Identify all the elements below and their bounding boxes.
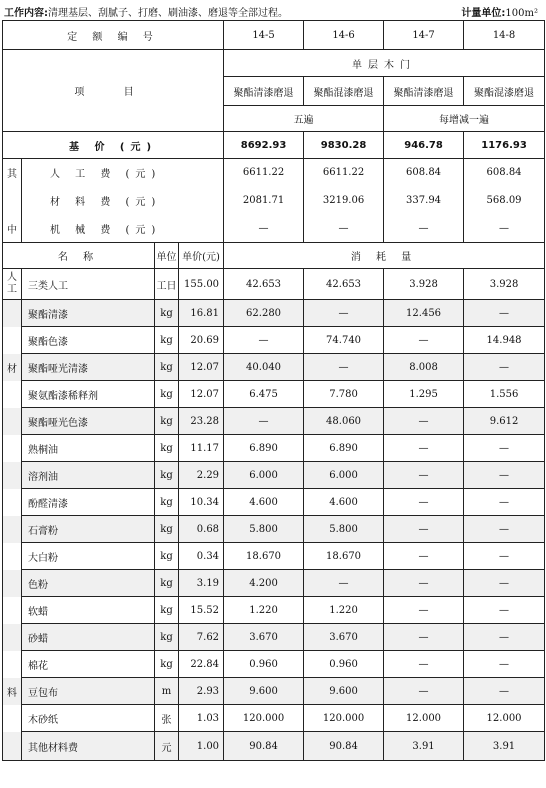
pass-each: 每增减一遍 bbox=[384, 106, 545, 132]
material-value: 74.740 bbox=[304, 327, 384, 354]
material-name: 其他材料费 bbox=[22, 732, 155, 761]
material-name: 熟桐油 bbox=[22, 435, 155, 462]
material-value: — bbox=[384, 408, 464, 435]
material-row bbox=[3, 651, 545, 678]
material-value: 0.960 bbox=[224, 651, 304, 678]
material-name: 大白粉 bbox=[22, 543, 155, 570]
door-type-row bbox=[3, 50, 545, 77]
material-unit: kg bbox=[155, 408, 179, 435]
cost-group-bottom: 中 bbox=[3, 215, 22, 243]
material-group-spacer bbox=[3, 597, 22, 624]
material-value: 3.670 bbox=[304, 624, 384, 651]
code-cell: 14-7 bbox=[384, 21, 464, 50]
material-value: — bbox=[384, 462, 464, 489]
material-group-spacer bbox=[3, 624, 22, 651]
material-group-spacer bbox=[3, 327, 22, 354]
material-price: 15.52 bbox=[179, 597, 224, 624]
material-row bbox=[3, 435, 545, 462]
material-price: 23.28 bbox=[179, 408, 224, 435]
quota-table bbox=[2, 20, 545, 761]
material-price: 22.84 bbox=[179, 651, 224, 678]
material-name: 聚氨酯漆稀释剂 bbox=[22, 381, 155, 408]
material-row bbox=[3, 327, 545, 354]
material-value: — bbox=[464, 597, 545, 624]
item-name: 聚酯清漆磨退 bbox=[384, 77, 464, 106]
material-value: — bbox=[464, 651, 545, 678]
item-name: 聚酯混漆磨退 bbox=[304, 77, 384, 106]
material-group-spacer bbox=[3, 705, 22, 732]
material-group-spacer bbox=[3, 732, 22, 761]
base-price-cell: 9830.28 bbox=[304, 132, 384, 159]
quota-no-label: 定 额 编 号 bbox=[3, 21, 224, 50]
material-unit: kg bbox=[155, 651, 179, 678]
material-value: 18.670 bbox=[224, 543, 304, 570]
material-name: 聚酯清漆 bbox=[22, 300, 155, 327]
material-group-spacer bbox=[3, 408, 22, 435]
cost-value: — bbox=[304, 215, 384, 243]
material-row bbox=[3, 624, 545, 651]
material-value: 7.780 bbox=[304, 381, 384, 408]
labor-row bbox=[3, 269, 545, 300]
material-value: 8.008 bbox=[384, 354, 464, 381]
material-price: 12.07 bbox=[179, 354, 224, 381]
material-price: 1.03 bbox=[179, 705, 224, 732]
material-name: 豆包布 bbox=[22, 678, 155, 705]
cost-value: 568.09 bbox=[464, 187, 545, 215]
material-price: 3.19 bbox=[179, 570, 224, 597]
cost-label: 材 料 费 (元) bbox=[22, 187, 224, 215]
material-group-top: 材 bbox=[3, 354, 22, 381]
material-name: 聚酯哑光色漆 bbox=[22, 408, 155, 435]
labor-value: 42.653 bbox=[224, 269, 304, 300]
material-value: 120.000 bbox=[304, 705, 384, 732]
material-row bbox=[3, 732, 545, 761]
material-unit: kg bbox=[155, 381, 179, 408]
material-unit: kg bbox=[155, 543, 179, 570]
material-name: 棉花 bbox=[22, 651, 155, 678]
material-value: — bbox=[384, 327, 464, 354]
material-value: 90.84 bbox=[224, 732, 304, 761]
material-value: 4.600 bbox=[304, 489, 384, 516]
material-row bbox=[3, 408, 545, 435]
material-price: 2.93 bbox=[179, 678, 224, 705]
material-unit: kg bbox=[155, 624, 179, 651]
cost-value: 2081.71 bbox=[224, 187, 304, 215]
base-price-cell: 8692.93 bbox=[224, 132, 304, 159]
material-value: 3.91 bbox=[384, 732, 464, 761]
material-price: 12.07 bbox=[179, 381, 224, 408]
material-price: 10.34 bbox=[179, 489, 224, 516]
material-group-spacer bbox=[3, 516, 22, 543]
material-name: 石膏粉 bbox=[22, 516, 155, 543]
material-value: — bbox=[464, 678, 545, 705]
material-value: 6.000 bbox=[224, 462, 304, 489]
labor-price: 155.00 bbox=[179, 269, 224, 300]
col-unit-header: 单位 bbox=[155, 243, 179, 269]
labor-value: 42.653 bbox=[304, 269, 384, 300]
code-cell: 14-6 bbox=[304, 21, 384, 50]
material-price: 16.81 bbox=[179, 300, 224, 327]
material-value: 9.600 bbox=[224, 678, 304, 705]
cost-label: 人 工 费 (元) bbox=[22, 159, 224, 187]
quota-no-row bbox=[3, 21, 545, 50]
material-value: — bbox=[464, 462, 545, 489]
material-value: — bbox=[384, 624, 464, 651]
material-price: 0.68 bbox=[179, 516, 224, 543]
material-row bbox=[3, 354, 545, 381]
material-value: 9.612 bbox=[464, 408, 545, 435]
material-row bbox=[3, 570, 545, 597]
material-value: 5.800 bbox=[224, 516, 304, 543]
labor-value: 3.928 bbox=[464, 269, 545, 300]
material-name: 软蜡 bbox=[22, 597, 155, 624]
item-name: 聚酯混漆磨退 bbox=[464, 77, 545, 106]
material-value: — bbox=[464, 570, 545, 597]
material-value: 4.600 bbox=[224, 489, 304, 516]
base-price-cell: 1176.93 bbox=[464, 132, 545, 159]
material-unit: kg bbox=[155, 597, 179, 624]
material-value: — bbox=[304, 570, 384, 597]
material-unit: kg bbox=[155, 516, 179, 543]
material-price: 7.62 bbox=[179, 624, 224, 651]
cost-row bbox=[3, 215, 545, 243]
material-value: 14.948 bbox=[464, 327, 545, 354]
material-value: — bbox=[384, 543, 464, 570]
code-cell: 14-8 bbox=[464, 21, 545, 50]
cost-value: — bbox=[464, 215, 545, 243]
labor-group: 人工 bbox=[3, 269, 22, 300]
material-value: — bbox=[464, 516, 545, 543]
work-content bbox=[4, 4, 288, 19]
cost-value: 608.84 bbox=[384, 159, 464, 187]
material-value: — bbox=[464, 435, 545, 462]
material-value: 62.280 bbox=[224, 300, 304, 327]
material-unit: kg bbox=[155, 462, 179, 489]
labor-name: 三类人工 bbox=[22, 269, 155, 300]
material-value: — bbox=[224, 408, 304, 435]
base-price-label: 基 价 (元) bbox=[3, 132, 224, 159]
pass-five: 五遍 bbox=[224, 106, 384, 132]
material-name: 木砂纸 bbox=[22, 705, 155, 732]
material-value: — bbox=[464, 300, 545, 327]
work-content-label: 工作内容: bbox=[4, 8, 48, 19]
material-unit: m bbox=[155, 678, 179, 705]
material-value: 12.000 bbox=[384, 705, 464, 732]
material-unit: 张 bbox=[155, 705, 179, 732]
material-group-spacer bbox=[3, 651, 22, 678]
cost-row bbox=[3, 159, 545, 187]
material-group-spacer bbox=[3, 489, 22, 516]
cost-row bbox=[3, 187, 545, 215]
material-value: — bbox=[384, 516, 464, 543]
material-unit: kg bbox=[155, 489, 179, 516]
material-row bbox=[3, 462, 545, 489]
material-value: — bbox=[384, 597, 464, 624]
cost-group-top: 其 bbox=[3, 159, 22, 187]
material-value: 6.890 bbox=[304, 435, 384, 462]
material-group-spacer bbox=[3, 543, 22, 570]
material-value: 6.890 bbox=[224, 435, 304, 462]
material-value: — bbox=[384, 489, 464, 516]
material-value: 1.220 bbox=[304, 597, 384, 624]
material-name: 酚醛清漆 bbox=[22, 489, 155, 516]
column-header-row bbox=[3, 243, 545, 269]
material-price: 0.34 bbox=[179, 543, 224, 570]
material-group-bottom: 料 bbox=[3, 678, 22, 705]
material-row bbox=[3, 300, 545, 327]
material-value: 1.220 bbox=[224, 597, 304, 624]
material-value: — bbox=[224, 327, 304, 354]
material-value: 40.040 bbox=[224, 354, 304, 381]
material-price: 20.69 bbox=[179, 327, 224, 354]
col-consume-header: 消 耗 量 bbox=[224, 243, 545, 269]
material-value: 1.556 bbox=[464, 381, 545, 408]
material-unit: kg bbox=[155, 354, 179, 381]
material-price: 2.29 bbox=[179, 462, 224, 489]
cost-value: 6611.22 bbox=[304, 159, 384, 187]
material-unit: 元 bbox=[155, 732, 179, 761]
material-unit: kg bbox=[155, 300, 179, 327]
header-line bbox=[0, 0, 546, 20]
base-price-cell: 946.78 bbox=[384, 132, 464, 159]
cost-label: 机 械 费 (元) bbox=[22, 215, 224, 243]
material-name: 溶剂油 bbox=[22, 462, 155, 489]
labor-unit: 工日 bbox=[155, 269, 179, 300]
material-unit: kg bbox=[155, 570, 179, 597]
material-group-spacer bbox=[3, 462, 22, 489]
base-price-row bbox=[3, 132, 545, 159]
material-value: 3.91 bbox=[464, 732, 545, 761]
measure-unit-value: 100m² bbox=[505, 8, 538, 19]
material-unit: kg bbox=[155, 435, 179, 462]
material-group-spacer bbox=[3, 435, 22, 462]
material-value: — bbox=[464, 354, 545, 381]
material-value: — bbox=[464, 489, 545, 516]
cost-value: 337.94 bbox=[384, 187, 464, 215]
material-group-spacer bbox=[3, 570, 22, 597]
material-value: 1.295 bbox=[384, 381, 464, 408]
material-name: 砂蜡 bbox=[22, 624, 155, 651]
material-value: — bbox=[304, 300, 384, 327]
code-cell: 14-5 bbox=[224, 21, 304, 50]
material-value: — bbox=[384, 651, 464, 678]
material-value: 12.000 bbox=[464, 705, 545, 732]
door-type: 单层木门 bbox=[224, 50, 545, 77]
material-value: 12.456 bbox=[384, 300, 464, 327]
material-value: — bbox=[384, 570, 464, 597]
cost-value: 608.84 bbox=[464, 159, 545, 187]
measure-unit-label: 计量单位: bbox=[461, 8, 506, 19]
material-row bbox=[3, 597, 545, 624]
material-value: — bbox=[464, 624, 545, 651]
cost-value: — bbox=[224, 215, 304, 243]
material-row bbox=[3, 705, 545, 732]
material-value: — bbox=[304, 354, 384, 381]
cost-value: 3219.06 bbox=[304, 187, 384, 215]
col-name-header: 名 称 bbox=[3, 243, 155, 269]
material-value: 48.060 bbox=[304, 408, 384, 435]
material-value: 6.475 bbox=[224, 381, 304, 408]
material-price: 11.17 bbox=[179, 435, 224, 462]
cost-value: 6611.22 bbox=[224, 159, 304, 187]
material-value: — bbox=[464, 543, 545, 570]
cost-group-spacer bbox=[3, 187, 22, 215]
material-name: 聚酯色漆 bbox=[22, 327, 155, 354]
material-row bbox=[3, 678, 545, 705]
material-value: 18.670 bbox=[304, 543, 384, 570]
work-content-text: 清理基层、刮腻子、打磨、刷油漆、磨退等全部过程。 bbox=[48, 8, 288, 19]
col-price-header: 单价(元) bbox=[179, 243, 224, 269]
cost-value: — bbox=[384, 215, 464, 243]
material-value: 3.670 bbox=[224, 624, 304, 651]
material-name: 色粉 bbox=[22, 570, 155, 597]
material-value: 120.000 bbox=[224, 705, 304, 732]
material-value: 4.200 bbox=[224, 570, 304, 597]
material-unit: kg bbox=[155, 327, 179, 354]
material-value: 5.800 bbox=[304, 516, 384, 543]
material-value: 6.000 bbox=[304, 462, 384, 489]
material-row bbox=[3, 516, 545, 543]
material-row bbox=[3, 543, 545, 570]
item-name: 聚酯清漆磨退 bbox=[224, 77, 304, 106]
item-label: 项 目 bbox=[3, 50, 224, 132]
measure-unit bbox=[461, 4, 538, 19]
material-value: — bbox=[384, 435, 464, 462]
material-value: 9.600 bbox=[304, 678, 384, 705]
material-row bbox=[3, 489, 545, 516]
labor-value: 3.928 bbox=[384, 269, 464, 300]
material-group-spacer bbox=[3, 300, 22, 327]
material-price: 1.00 bbox=[179, 732, 224, 761]
material-row bbox=[3, 381, 545, 408]
material-value: — bbox=[384, 678, 464, 705]
material-value: 90.84 bbox=[304, 732, 384, 761]
material-value: 0.960 bbox=[304, 651, 384, 678]
material-group-spacer bbox=[3, 381, 22, 408]
material-name: 聚酯哑光清漆 bbox=[22, 354, 155, 381]
